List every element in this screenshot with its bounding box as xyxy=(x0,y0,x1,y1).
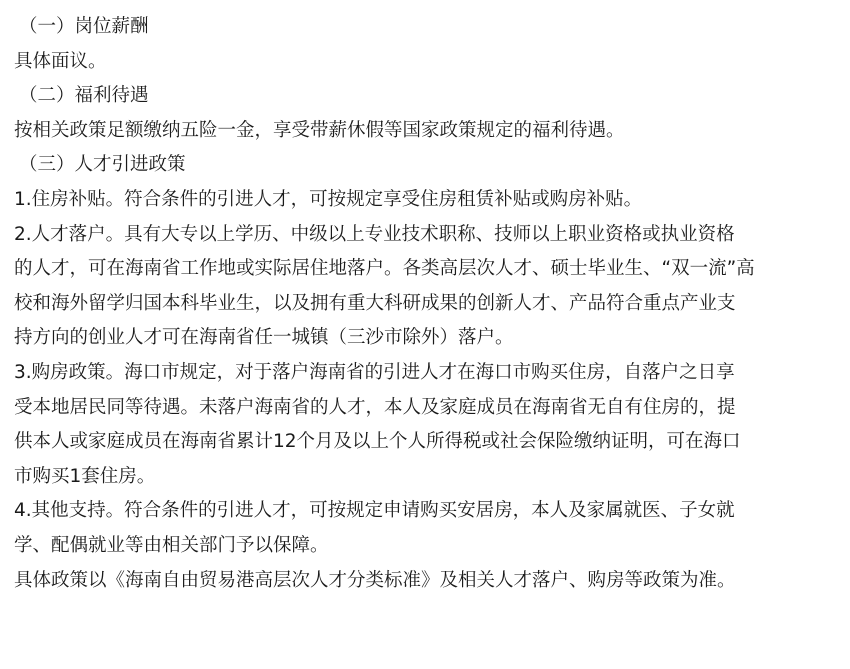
paragraph-line: 学、配偶就业等由相关部门予以保障。 xyxy=(14,534,329,556)
paragraph-line: 持方向的创业人才可在海南省任一城镇（三沙市除外）落户。 xyxy=(14,327,514,349)
paragraph-line-home-purchase: 3.购房政策。海口市规定，对于落户海南省的引进人才在海口市购买住房，自落户之日享 xyxy=(14,361,735,383)
paragraph-line: 供本人或家庭成员在海南省累计12个月及以上个人所得税或社会保险缴纳证明，可在海口 xyxy=(14,431,741,453)
paragraph-line: 按相关政策足额缴纳五险一金，享受带薪休假等国家政策规定的福利待遇。 xyxy=(14,119,625,141)
paragraph-line-policy-reference: 具体政策以《海南自由贸易港高层次人才分类标准》及相关人才落户、购房等政策为准。 xyxy=(14,569,736,591)
section-heading-talent-policy: （三）人才引进政策 xyxy=(19,154,186,176)
paragraph-line: 具体面议。 xyxy=(14,50,107,72)
section-heading-salary: （一）岗位薪酬 xyxy=(19,16,149,37)
paragraph-line: 校和海外留学归国本科毕业生，以及拥有重大科研成果的创新人才、产品符合重点产业支 xyxy=(14,292,736,314)
paragraph-line: 市购买1套住房。 xyxy=(14,465,156,487)
paragraph-line-other-support: 4.其他支持。符合条件的引进人才，可按规定申请购买安居房，本人及家属就医、子女就 xyxy=(14,500,735,522)
section-heading-welfare: （二）福利待遇 xyxy=(19,85,149,107)
paragraph-line: 受本地居民同等待遇。未落户海南省的人才，本人及家庭成员在海南省无自有住房的，提 xyxy=(14,396,736,418)
paragraph-line: 的人才，可在海南省工作地或实际居住地落户。各类高层次人才、硕士毕业生、“双一流”高 xyxy=(14,258,755,280)
paragraph-line-housing-subsidy: 1.住房补贴。符合条件的引进人才，可按规定享受住房租赁补贴或购房补贴。 xyxy=(14,188,643,210)
paragraph-line-settlement: 2.人才落户。具有大专以上学历、中级以上专业技术职称、技师以上职业资格或执业资格 xyxy=(14,223,735,245)
